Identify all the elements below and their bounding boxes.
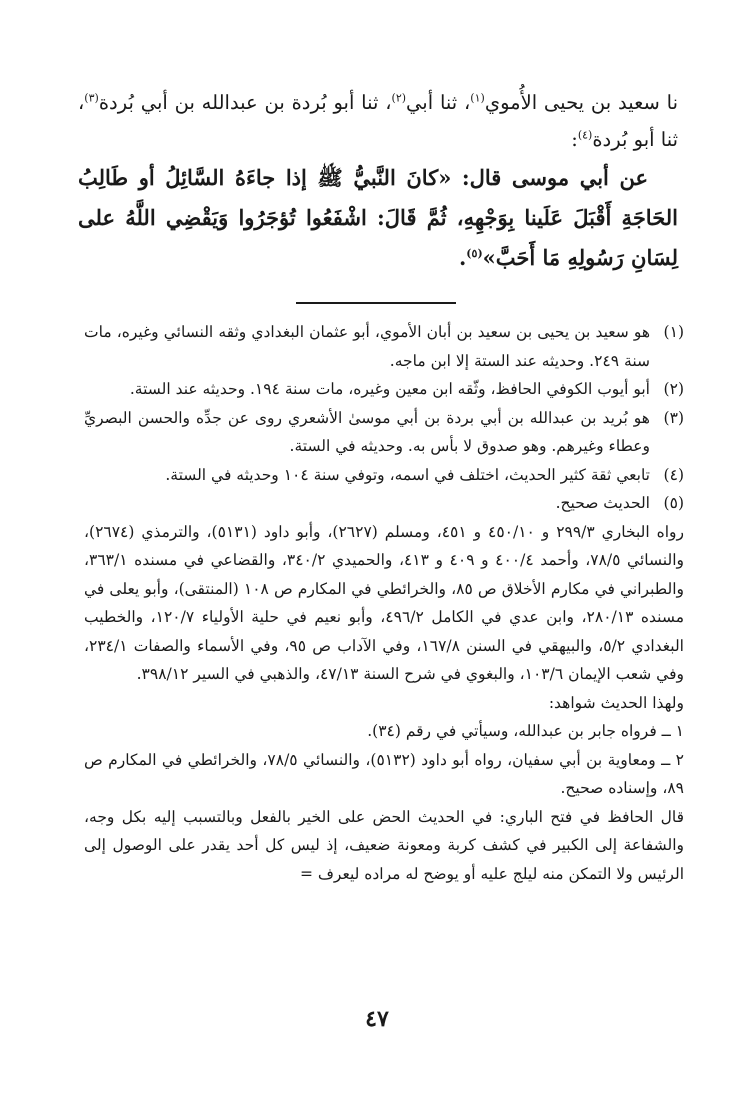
hadith-end: .	[458, 245, 467, 270]
takhrij-paragraph: رواه البخاري ٢٩٩/٣ و ٤٥٠/١٠ و ٤٥١، ومسلم (٢٦٢٧)، وأبو داود (٥١٣١)، والترمذي (٢٦٧٤)، والنسائي ٧٨/٥، وأحمد ٤٠٠/٤ و ٤٠٩ و ٤١٣، والحميدي ٣٤٠/٢، والقضاعي في مسنده ٣٦٣/١، والطبراني في مكارم الأخلاق ص ٨٥، والخرائطي في المكارم ص ١٠٨ (المنتقى)، وأبو يعلى في مسنده ٢٨٠/١٣، وابن عدي في الكامل ٤٩٦/٢، وأبو نعيم في حلية الأولياء ١٢٠/٧، والخطيب البغدادي ٥/٢، والبيهقي في السنن ١٦٧/٨، وفي الآداب ص ٩٥، وفي الأسماء والصفات ٢٣٤/١، وفي شعب الإيمان ١٠٣/٦، والبغوي في شرح السنة ٤٧/١٣، والذهبي في السير ٣٩٨/١٢.	[84, 522, 685, 683]
footnote-number: (٤)	[663, 465, 684, 484]
footnote-number: (٥)	[663, 494, 684, 512]
footnotes	[84, 318, 684, 888]
footnote-number: (١)	[663, 323, 684, 341]
isnad-part: نا سعيد بن يحيى الأُموي	[484, 91, 678, 114]
footnote-separator	[296, 302, 456, 304]
footnote-text: أبو أيوب الكوفي الحافظ، وثّقه ابن معين وغيره، مات سنة ١٩٤. وحديثه عند الستة.	[129, 380, 650, 398]
footnote-ref-4[interactable]: (٤)	[577, 128, 593, 142]
isnad-part: ، ثنا أبو بُردة بن عبدالله بن أبي بُردة	[98, 91, 392, 114]
footnote-text: هو سعيد بن يحيى بن سعيد بن أبان الأموي، أبو عثمان البغدادي وثقه النسائي وغيره، مات سنة ٢٤٩. وحديثه عند الستة إلا ابن ماجه.	[84, 323, 650, 370]
isnad-chain	[78, 84, 678, 158]
footnote-ref-1[interactable]: (١)	[470, 91, 485, 105]
shahid-item-1: ١ ــ فرواه جابر بن عبدالله، وسيأتي في رقم (٣٤).	[367, 722, 684, 740]
footnote-text: الحديث صحيح.	[555, 494, 650, 512]
hadith-text	[78, 158, 678, 278]
isnad-part: :	[571, 128, 578, 151]
footnote-number: (٢)	[663, 380, 684, 398]
shawahid-intro: ولهذا الحديث شواهد:	[548, 693, 684, 712]
footnote-text: هو بُريد بن عبدالله بن أبي بردة بن أبي موسىٰ الأشعري روى عن جدِّه والحسن البصريِّ وعطاء وغيرهم. وهو صدوق لا بأس به. وحديثه في الستة.	[84, 408, 650, 455]
main-text	[78, 84, 678, 278]
footnote-number: (٣)	[663, 408, 684, 427]
footnote-4	[84, 461, 684, 490]
footnote-1	[84, 318, 684, 375]
shahid-item-2: ٢ ــ ومعاوية بن أبي سفيان، رواه أبو داود (٥١٣٢)، والنسائي ٧٨/٥، والخرائطي في المكارم ص ٨٩، وإسناده صحيح.	[84, 750, 684, 797]
footnote-ref-5[interactable]: (٥)	[466, 247, 483, 260]
isnad-part: ، ثنا أبو بُردة	[78, 91, 678, 151]
footnote-ref-2[interactable]: (٢)	[391, 91, 407, 105]
footnote-2	[84, 375, 684, 404]
hadith-body: عن أبي موسى قال: «كانَ النَّبيُّ ﷺ إذا جاءَهُ السَّائِلُ أو طَالِبُ الحَاجَةِ أَقْبَلَ عَلَينا بِوَجْهِهِ، ثُمَّ قَالَ: اشْفَعُوا تُؤجَرُوا وَيَقْضِي اللَّهُ على لِسَانِ رَسُولِهِ مَا أَحَبَّ»	[78, 165, 678, 270]
footnote-3	[84, 404, 684, 461]
hafiz-quote: قال الحافظ في فتح الباري: في الحديث الحض على الخير بالفعل وبالتسبب إليه بكل وجه، والشفاعة إلى الكبير في كشف كربة ومعونة ضعيف، إذ ليس كل أحد يقدر على الوصول إلى الرئيس ولا التمكن منه ليلج عليه أو يوضح له مراده ليعرف =	[84, 807, 684, 883]
footnote-ref-3[interactable]: (٣)	[84, 91, 99, 105]
isnad-part: ، ثنا أبي	[406, 91, 471, 114]
footnote-text: تابعي ثقة كثير الحديث، اختلف في اسمه، وتوفي سنة ١٠٤ وحديثه في الستة.	[165, 465, 650, 484]
page-number: ٤٧	[365, 1006, 389, 1032]
footnote-5	[84, 489, 684, 518]
